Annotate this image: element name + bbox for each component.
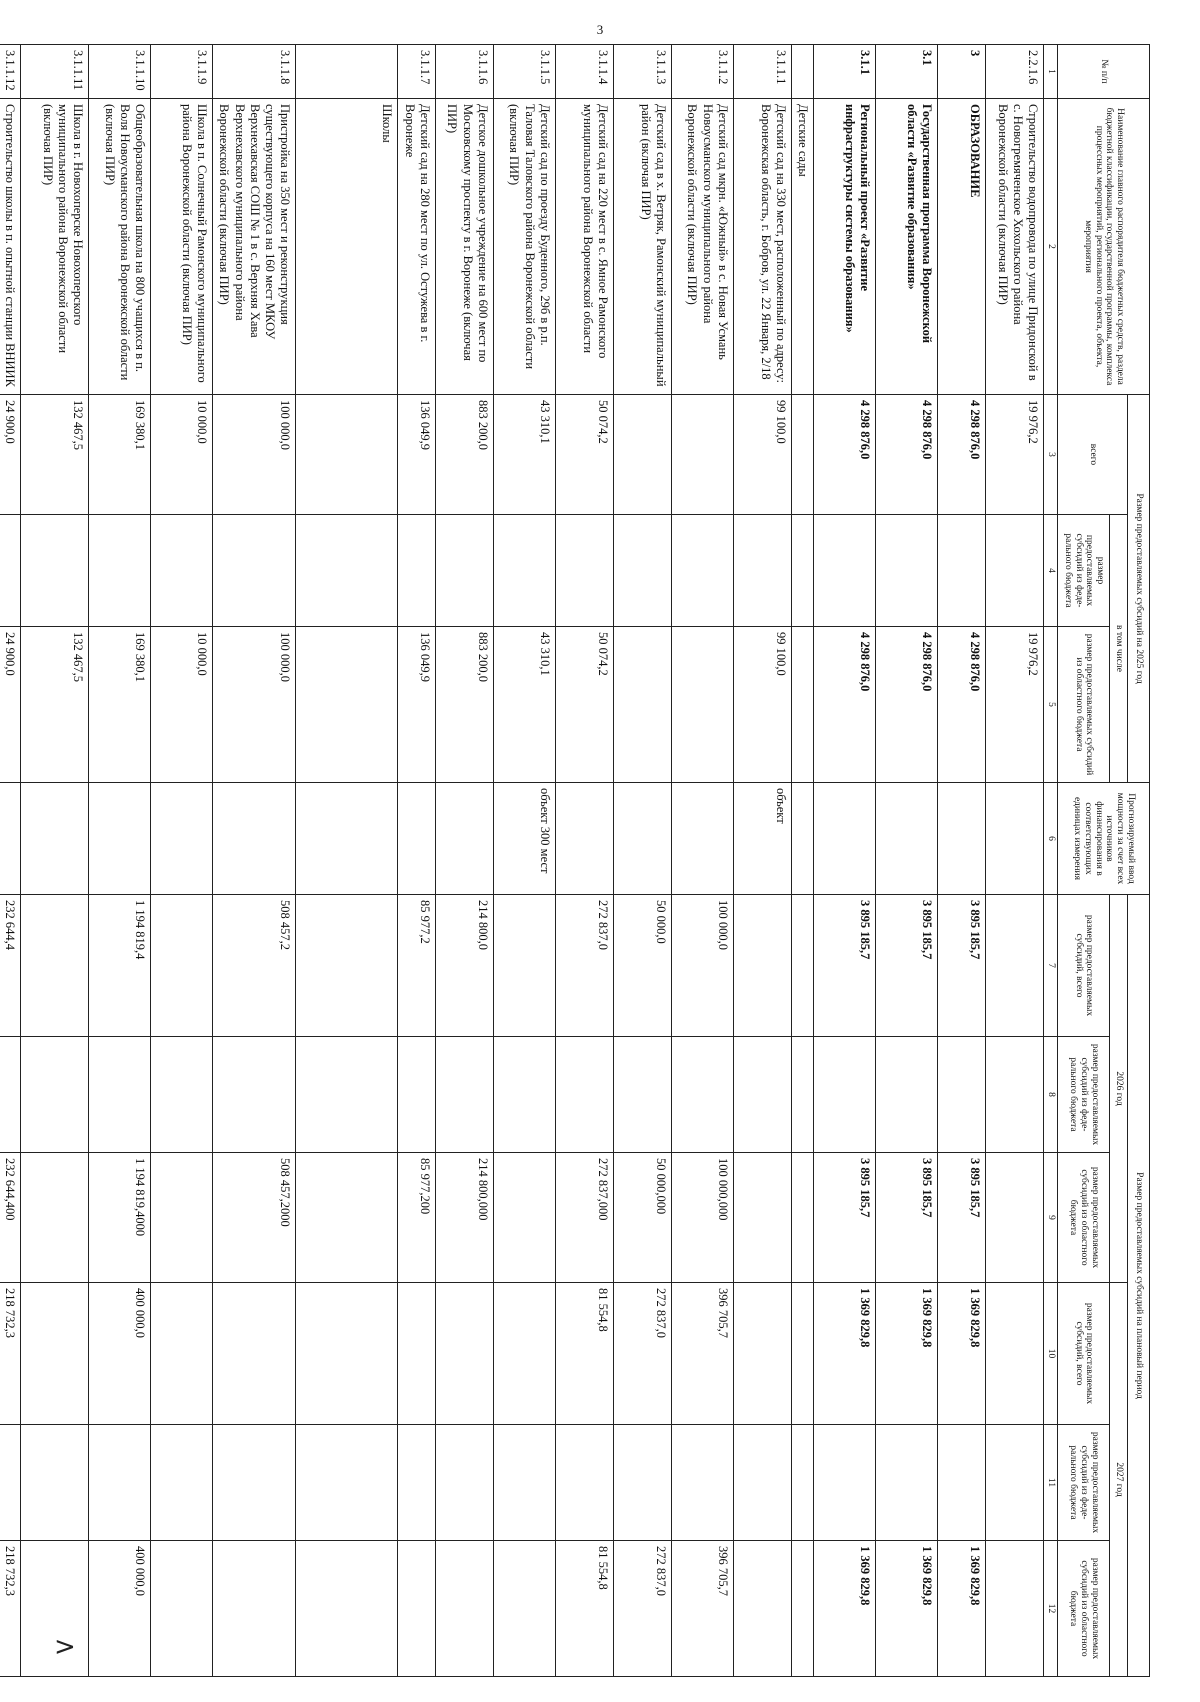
fed-2025 <box>151 515 213 627</box>
total-2027 <box>791 1283 813 1425</box>
total-2027 <box>21 1283 89 1425</box>
table-row <box>986 45 1044 1677</box>
obl-2027 <box>733 1541 791 1677</box>
col-number: 1 <box>1044 45 1058 99</box>
fed-2025 <box>0 515 21 627</box>
fed-2027 <box>733 1425 791 1541</box>
obl-2026: 3 895 185,7 <box>814 1153 876 1283</box>
total-2026: 100 000,0 <box>671 895 733 1037</box>
obl-2025 <box>791 627 813 783</box>
row-number <box>791 45 813 99</box>
fed-2026 <box>398 1037 436 1153</box>
fed-2027 <box>876 1425 938 1541</box>
fed-2026 <box>435 1037 493 1153</box>
total-2025: 4 298 876,0 <box>938 395 986 515</box>
total-2027: 218 732,3 <box>0 1283 21 1425</box>
obl-2026 <box>296 1153 398 1283</box>
header-capacity: Прогнозируемый ввод мощности за счет всех источников финансирования в соответствующих единицах измерения <box>1058 783 1150 895</box>
total-2025 <box>613 395 671 515</box>
row-number: 3.1.1.12 <box>0 45 21 99</box>
capacity <box>814 783 876 895</box>
col-number: 9 <box>1044 1153 1058 1283</box>
obl-2025 <box>671 627 733 783</box>
obl-2027: 1 369 829,8 <box>938 1541 986 1677</box>
fed-2026 <box>555 1037 613 1153</box>
fed-2026 <box>613 1037 671 1153</box>
total-2027 <box>151 1283 213 1425</box>
fed-2025 <box>876 515 938 627</box>
fed-2026 <box>21 1037 89 1153</box>
row-name: Государственная программа Воронежской области «Развитие образования» <box>876 99 938 395</box>
obl-2025: 24 900,0 <box>0 627 21 783</box>
total-2026 <box>733 895 791 1037</box>
fed-2026 <box>493 1037 555 1153</box>
total-2026: 85 977,2 <box>398 895 436 1037</box>
total-2025: 4 298 876,0 <box>814 395 876 515</box>
total-2027: 1 369 829,8 <box>938 1283 986 1425</box>
header-2027-obl: размер предоставляемых субсидий из областного бюджета <box>1058 1541 1110 1677</box>
total-2025: 99 100,0 <box>733 395 791 515</box>
capacity <box>0 783 21 895</box>
fed-2026 <box>986 1037 1044 1153</box>
fed-2027 <box>0 1425 21 1541</box>
total-2026: 272 837,0 <box>555 895 613 1037</box>
capacity <box>938 783 986 895</box>
capacity <box>613 783 671 895</box>
row-number: 3.1.1.6 <box>435 45 493 99</box>
section-row <box>791 45 813 1677</box>
total-2027 <box>213 1283 296 1425</box>
total-2027 <box>986 1283 1044 1425</box>
col-number: 6 <box>1044 783 1058 895</box>
row-number: 3.1.1.11 <box>21 45 89 99</box>
col-number: 4 <box>1044 515 1058 627</box>
col-number: 12 <box>1044 1541 1058 1677</box>
total-2026: 1 194 819,4 <box>89 895 151 1037</box>
fed-2025 <box>814 515 876 627</box>
fed-2027 <box>151 1425 213 1541</box>
row-name: Детский сад по проезду Буденного, 29б в р.п. Таловая Таловского района Воронежской области (включая ПИР) <box>493 99 555 395</box>
row-name: Детское дошкольное учреждение на 600 мест по Московскому проспекту в г. Воронеже (включая ПИР) <box>435 99 493 395</box>
obl-2027 <box>213 1541 296 1677</box>
total-2025: 24 900,0 <box>0 395 21 515</box>
row-number: 3.1.1.2 <box>671 45 733 99</box>
header-2027-fed: размер предоставляемых субсидий из феде-рального бюджета <box>1058 1425 1110 1541</box>
row-name: Детский сад на 280 мест по ул. Остужева в г. Воронеже <box>398 99 436 395</box>
obl-2027: 400 000,0 <box>89 1541 151 1677</box>
total-2027: 396 705,7 <box>671 1283 733 1425</box>
capacity <box>791 783 813 895</box>
subsidy-table <box>0 44 1150 1677</box>
obl-2027 <box>151 1541 213 1677</box>
fed-2025 <box>733 515 791 627</box>
fed-2026 <box>151 1037 213 1153</box>
obl-2025 <box>296 627 398 783</box>
obl-2025: 19 976,2 <box>986 627 1044 783</box>
obl-2026 <box>791 1153 813 1283</box>
capacity <box>213 783 296 895</box>
fed-2027 <box>938 1425 986 1541</box>
row-name: Детский сад на 330 мест, расположенный по адресу: Воронежская область, г. Бобров, ул. 22 Января, 2/18 <box>733 99 791 395</box>
row-name: Детский сад мкрн. «Южный» в с. Новая Усмань Новоусманского муниципального района Воронежской области (включая ПИР) <box>671 99 733 395</box>
obl-2027 <box>435 1541 493 1677</box>
row-name: Региональный проект «Развитие инфраструктуры системы образования» <box>814 99 876 395</box>
obl-2026: 272 837,000 <box>555 1153 613 1283</box>
fed-2026 <box>814 1037 876 1153</box>
total-2025: 4 298 876,0 <box>876 395 938 515</box>
fed-2025 <box>613 515 671 627</box>
row-number: 3.1.1.8 <box>213 45 296 99</box>
capacity: объект 300 мест <box>493 783 555 895</box>
obl-2026: 50 000,000 <box>613 1153 671 1283</box>
obl-2027 <box>296 1541 398 1677</box>
row-number: 3.1.1.3 <box>613 45 671 99</box>
obl-2026 <box>986 1153 1044 1283</box>
fed-2027 <box>21 1425 89 1541</box>
page-number: 3 <box>596 22 604 37</box>
fed-2027 <box>613 1425 671 1541</box>
table-row <box>876 45 938 1677</box>
total-2026 <box>493 895 555 1037</box>
obl-2027: 1 369 829,8 <box>814 1541 876 1677</box>
row-number: 3.1.1.10 <box>89 45 151 99</box>
col-number: 3 <box>1044 395 1058 515</box>
obl-2027: 1 369 829,8 <box>876 1541 938 1677</box>
capacity <box>151 783 213 895</box>
total-2025: 19 976,2 <box>986 395 1044 515</box>
obl-2026: 3 895 185,7 <box>938 1153 986 1283</box>
obl-2027: 272 837,0 <box>613 1541 671 1677</box>
total-2027 <box>435 1283 493 1425</box>
table-row <box>398 45 436 1677</box>
margin-mark: > <box>54 1632 76 1662</box>
obl-2027: 218 732,3 <box>0 1541 21 1677</box>
total-2027 <box>493 1283 555 1425</box>
total-2026 <box>986 895 1044 1037</box>
column-numbers-row <box>1044 45 1058 1677</box>
fed-2026 <box>791 1037 813 1153</box>
capacity <box>398 783 436 895</box>
obl-2025: 169 380,1 <box>89 627 151 783</box>
total-2025: 169 380,1 <box>89 395 151 515</box>
table-row <box>938 45 986 1677</box>
capacity <box>986 783 1044 895</box>
row-name: Школы <box>296 99 398 395</box>
obl-2025: 883 200,0 <box>435 627 493 783</box>
total-2027: 400 000,0 <box>89 1283 151 1425</box>
obl-2025: 100 000,0 <box>213 627 296 783</box>
fed-2025 <box>671 515 733 627</box>
total-2027 <box>733 1283 791 1425</box>
total-2027: 81 554,8 <box>555 1283 613 1425</box>
fed-2027 <box>493 1425 555 1541</box>
capacity <box>671 783 733 895</box>
section-row <box>296 45 398 1677</box>
total-2025: 136 049,9 <box>398 395 436 515</box>
table-row <box>21 45 89 1677</box>
obl-2027: 81 554,8 <box>555 1541 613 1677</box>
obl-2025: 99 100,0 <box>733 627 791 783</box>
obl-2027 <box>791 1541 813 1677</box>
fed-2027 <box>213 1425 296 1541</box>
fed-2027 <box>555 1425 613 1541</box>
total-2026 <box>791 895 813 1037</box>
table-row <box>555 45 613 1677</box>
obl-2025: 4 298 876,0 <box>814 627 876 783</box>
table-row <box>814 45 876 1677</box>
obl-2026: 232 644,400 <box>0 1153 21 1283</box>
total-2025 <box>296 395 398 515</box>
fed-2026 <box>296 1037 398 1153</box>
row-name: ОБРАЗОВАНИЕ <box>938 99 986 395</box>
total-2027: 272 837,0 <box>613 1283 671 1425</box>
rotated-table-wrapper <box>3 44 1150 1676</box>
obl-2027 <box>398 1541 436 1677</box>
total-2027 <box>398 1283 436 1425</box>
fed-2025 <box>986 515 1044 627</box>
table-row <box>89 45 151 1677</box>
header-2026: 2026 год <box>1110 895 1128 1283</box>
table-row <box>613 45 671 1677</box>
obl-2027 <box>986 1541 1044 1677</box>
row-name: Строительство школы в п. опытной станции ВНИИК <box>0 99 21 395</box>
row-number <box>296 45 398 99</box>
header-num: № п/п <box>1058 45 1150 99</box>
table-row <box>733 45 791 1677</box>
fed-2025 <box>296 515 398 627</box>
total-2026 <box>296 895 398 1037</box>
col-number: 5 <box>1044 627 1058 783</box>
row-name: Детский сад в х. Ветряк, Рамонский муниципальный район (включая ПИР) <box>613 99 671 395</box>
capacity <box>21 783 89 895</box>
row-number: 3.1 <box>876 45 938 99</box>
obl-2025: 50 074,2 <box>555 627 613 783</box>
header-plan-group: Размер предоставляемых субсидий на плановый период <box>1128 895 1150 1677</box>
capacity <box>89 783 151 895</box>
fed-2027 <box>671 1425 733 1541</box>
fed-2026 <box>89 1037 151 1153</box>
fed-2026 <box>938 1037 986 1153</box>
table-row <box>213 45 296 1677</box>
row-number: 3.1.1.9 <box>151 45 213 99</box>
header-2025-incl: в том числе <box>1110 515 1128 783</box>
total-2026: 50 000,0 <box>613 895 671 1037</box>
obl-2026: 214 800,000 <box>435 1153 493 1283</box>
col-number: 11 <box>1044 1425 1058 1541</box>
obl-2026 <box>151 1153 213 1283</box>
col-number: 2 <box>1044 99 1058 395</box>
total-2026: 214 800,0 <box>435 895 493 1037</box>
obl-2027: 396 705,7 <box>671 1541 733 1677</box>
row-number: 3 <box>938 45 986 99</box>
obl-2026 <box>21 1153 89 1283</box>
obl-2026 <box>733 1153 791 1283</box>
table-row <box>435 45 493 1677</box>
fed-2025 <box>435 515 493 627</box>
total-2025: 100 000,0 <box>213 395 296 515</box>
fed-2025 <box>398 515 436 627</box>
row-name: Общеобразовательная школа на 800 учащихся в п. Воля Новоусманского района Воронежской области (включая ПИР) <box>89 99 151 395</box>
fed-2026 <box>213 1037 296 1153</box>
row-name: Детский сад на 220 мест в с. Ямное Рамонского муниципального района Воронежской области <box>555 99 613 395</box>
total-2026: 508 457,2 <box>213 895 296 1037</box>
table-body <box>0 45 1044 1677</box>
obl-2026: 3 895 185,7 <box>876 1153 938 1283</box>
total-2025: 43 310,1 <box>493 395 555 515</box>
total-2026: 3 895 185,7 <box>938 895 986 1037</box>
fed-2026 <box>876 1037 938 1153</box>
table-row <box>671 45 733 1677</box>
capacity <box>296 783 398 895</box>
obl-2025: 43 310,1 <box>493 627 555 783</box>
header-2026-fed: размер предоставляемых субсидий из феде-рального бюджета <box>1058 1037 1110 1153</box>
fed-2026 <box>0 1037 21 1153</box>
row-name: Детские сады <box>791 99 813 395</box>
obl-2025: 4 298 876,0 <box>876 627 938 783</box>
row-name: Строительство водопровода по улице Придонской в с. Новогремяченское Хохольского района Воронежской области (включая ПИР) <box>986 99 1044 395</box>
total-2026 <box>151 895 213 1037</box>
row-name: Школа в п. Солнечный Рамонского муниципального района Воронежской области (включая ПИР) <box>151 99 213 395</box>
fed-2025 <box>555 515 613 627</box>
row-number: 2.2.1.6 <box>986 45 1044 99</box>
row-name: Школа в г. Новохоперске Новохоперского муниципального района Воронежской области (включая ПИР) <box>21 99 89 395</box>
fed-2027 <box>296 1425 398 1541</box>
obl-2026: 1 194 819,4000 <box>89 1153 151 1283</box>
row-number: 3.1.1.5 <box>493 45 555 99</box>
capacity <box>555 783 613 895</box>
obl-2026: 85 977,200 <box>398 1153 436 1283</box>
col-number: 7 <box>1044 895 1058 1037</box>
header-name: Наименование главного распорядителя бюджетных средств, раздела бюджетной классификации, государственной программы, комплекса процессных мероприятий, регионального проекта, объекта, мероприятия <box>1058 99 1150 395</box>
total-2026: 232 644,4 <box>0 895 21 1037</box>
header-2027: 2027 год <box>1110 1283 1128 1677</box>
fed-2025 <box>791 515 813 627</box>
col-number: 8 <box>1044 1037 1058 1153</box>
total-2025 <box>671 395 733 515</box>
row-number: 3.1.1.4 <box>555 45 613 99</box>
header-2025-group: Размер предоставляемых субсидий на 2025 год <box>1128 395 1150 783</box>
row-number: 3.1.1.1 <box>733 45 791 99</box>
obl-2027 <box>21 1541 89 1677</box>
table-row <box>151 45 213 1677</box>
total-2026 <box>21 895 89 1037</box>
fed-2025 <box>21 515 89 627</box>
obl-2025: 4 298 876,0 <box>938 627 986 783</box>
fed-2025 <box>493 515 555 627</box>
fed-2025 <box>213 515 296 627</box>
total-2025: 10 000,0 <box>151 395 213 515</box>
total-2025: 132 467,5 <box>21 395 89 515</box>
obl-2025 <box>613 627 671 783</box>
fed-2027 <box>791 1425 813 1541</box>
obl-2026: 508 457,2000 <box>213 1153 296 1283</box>
total-2026: 3 895 185,7 <box>876 895 938 1037</box>
total-2025: 50 074,2 <box>555 395 613 515</box>
header-2025-total: всего <box>1058 395 1128 515</box>
capacity <box>876 783 938 895</box>
total-2027: 1 369 829,8 <box>814 1283 876 1425</box>
total-2026: 3 895 185,7 <box>814 895 876 1037</box>
table-row <box>493 45 555 1677</box>
obl-2025: 136 049,9 <box>398 627 436 783</box>
total-2025 <box>791 395 813 515</box>
total-2025: 883 200,0 <box>435 395 493 515</box>
capacity <box>435 783 493 895</box>
fed-2027 <box>814 1425 876 1541</box>
fed-2026 <box>733 1037 791 1153</box>
row-number: 3.1.1.7 <box>398 45 436 99</box>
obl-2026 <box>493 1153 555 1283</box>
header-2027-total: размер предоставляемых субсидий, всего <box>1058 1283 1110 1425</box>
fed-2027 <box>435 1425 493 1541</box>
obl-2026: 100 000,000 <box>671 1153 733 1283</box>
obl-2027 <box>493 1541 555 1677</box>
total-2027 <box>296 1283 398 1425</box>
table-row <box>0 45 21 1677</box>
row-name: Пристройка на 350 мест и реконструкция существующего корпуса на 160 мест МКОУ Верхнехавская СОШ № 1 в с. Верхняя Хава Верхнехавского муниципального района Воронежской области (включая ПИР) <box>213 99 296 395</box>
header-2026-obl: размер предоставляемых субсидий из областного бюджета <box>1058 1153 1110 1283</box>
fed-2027 <box>398 1425 436 1541</box>
capacity: объект <box>733 783 791 895</box>
fed-2027 <box>986 1425 1044 1541</box>
fed-2026 <box>671 1037 733 1153</box>
col-number: 10 <box>1044 1283 1058 1425</box>
row-number: 3.1.1 <box>814 45 876 99</box>
header-2025-fed: размер предоставляемых субсидий из феде-рального бюджета <box>1058 515 1110 627</box>
fed-2027 <box>89 1425 151 1541</box>
obl-2025: 10 000,0 <box>151 627 213 783</box>
total-2027: 1 369 829,8 <box>876 1283 938 1425</box>
fed-2025 <box>89 515 151 627</box>
obl-2025: 132 467,5 <box>21 627 89 783</box>
header-2026-total: размер предоставляемых субсидий, всего <box>1058 895 1110 1037</box>
fed-2025 <box>938 515 986 627</box>
header-2025-obl: размер предоставляемых субсидий из областного бюджета <box>1058 627 1110 783</box>
